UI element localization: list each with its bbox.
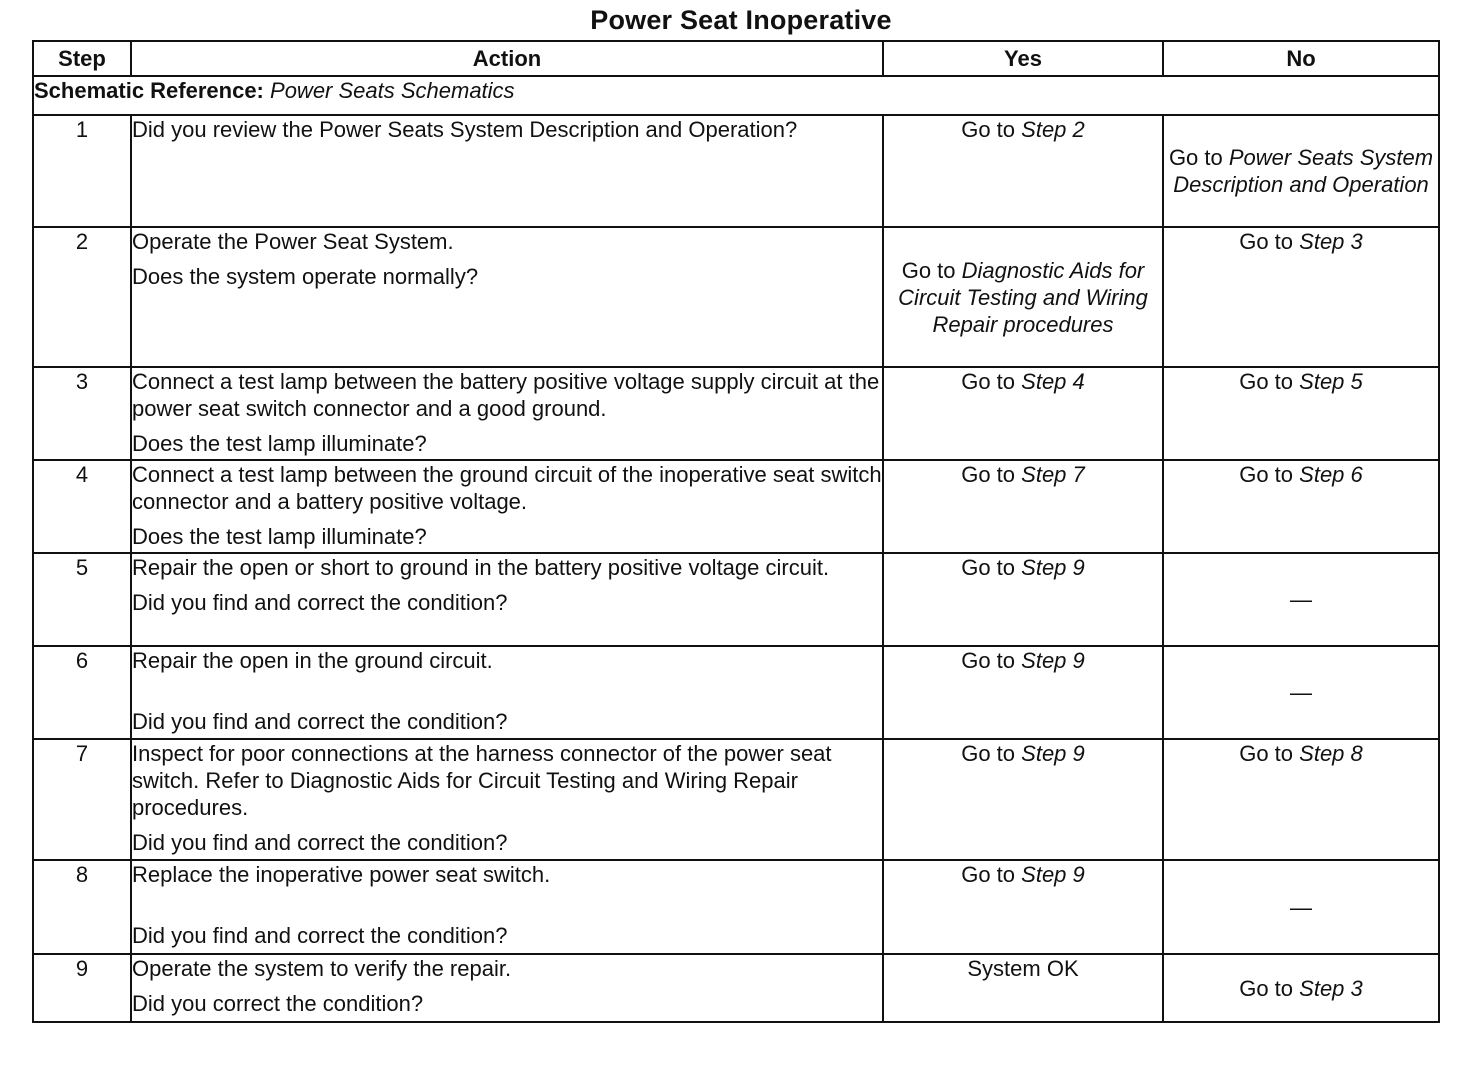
yes-result (883, 460, 1163, 553)
dash-mark: — (1290, 680, 1312, 705)
yes-result (883, 227, 1163, 367)
go-to-label: Go to (961, 462, 1016, 487)
diagnostic-table (32, 40, 1440, 1023)
action-question: Did you find and correct the condition? (132, 830, 508, 855)
step-reference-link[interactable]: Step 2 (1021, 117, 1085, 142)
no-result (1163, 367, 1439, 460)
action-question: Did you find and correct the condition? (132, 923, 508, 948)
step-number: 2 (33, 227, 131, 367)
go-to-label: Go to (1239, 462, 1294, 487)
go-to-label: Go to (961, 648, 1016, 673)
step-reference-link[interactable]: Step 4 (1021, 369, 1085, 394)
schematic-link: Power Seats Schematics (270, 78, 515, 103)
action-question: Does the system operate normally? (132, 264, 479, 289)
action-text: Connect a test lamp between the ground circuit of the inoperative seat switch connector and a battery positive voltage. (132, 462, 882, 514)
table-row (33, 646, 1439, 739)
no-result (1163, 646, 1439, 739)
step-reference-link[interactable]: Step 9 (1021, 648, 1085, 673)
yes-result (883, 739, 1163, 860)
no-result (1163, 860, 1439, 954)
action-cell (131, 860, 883, 954)
dash-mark: — (1290, 894, 1312, 920)
action-question: Did you find and correct the condition? (132, 709, 508, 734)
step-reference-link[interactable]: Step 9 (1021, 862, 1085, 887)
no-result (1163, 460, 1439, 553)
step-number: 9 (33, 954, 131, 1022)
step-reference-link[interactable]: Power Seats System Description and Operation (1173, 145, 1434, 197)
action-question: Did you find and correct the condition? (132, 590, 508, 615)
table-row (33, 954, 1439, 1022)
action-cell (131, 646, 883, 739)
no-result (1163, 954, 1439, 1022)
go-to-label: Go to (1168, 145, 1223, 170)
step-number: 6 (33, 646, 131, 739)
action-cell (131, 115, 883, 227)
action-cell (131, 367, 883, 460)
go-to-label: Go to (1239, 975, 1294, 1001)
no-result (1163, 553, 1439, 646)
step-reference-link[interactable]: Step 9 (1021, 555, 1085, 580)
schematic-reference (33, 76, 1439, 115)
action-text: Operate the Power Seat System. (132, 229, 454, 254)
action-question: Does the test lamp illuminate? (132, 524, 427, 549)
step-reference-link[interactable]: Step 7 (1021, 462, 1085, 487)
yes-result (883, 367, 1163, 460)
step-reference-link[interactable]: Step 3 (1299, 229, 1363, 254)
go-to-label: Go to (961, 555, 1016, 580)
go-to-label: Go to (961, 741, 1016, 766)
step-number: 3 (33, 367, 131, 460)
schematic-label: Schematic Reference: (34, 78, 264, 103)
no-result (1163, 227, 1439, 367)
step-number: 1 (33, 115, 131, 227)
no-result (1163, 739, 1439, 860)
header-step: Step (33, 41, 131, 76)
header-no: No (1163, 41, 1439, 76)
step-reference-link[interactable]: Step 5 (1299, 369, 1363, 394)
step-reference-link[interactable]: Step 6 (1299, 462, 1363, 487)
go-to-label: Go to (961, 117, 1016, 142)
result-text: System OK (967, 956, 1079, 981)
yes-result (883, 860, 1163, 954)
step-number: 7 (33, 739, 131, 860)
action-text: Inspect for poor connections at the harness connector of the power seat switch. Refer to Diagnostic Aids for Circuit Testing and Wiring Repair procedures. (132, 741, 832, 820)
go-to-label: Go to (1239, 229, 1294, 254)
step-number: 4 (33, 460, 131, 553)
action-cell (131, 460, 883, 553)
dash-mark: — (1290, 587, 1312, 612)
table-row (33, 367, 1439, 460)
action-text: Replace the inoperative power seat switch. (132, 862, 551, 887)
header-action: Action (131, 41, 883, 76)
yes-result (883, 954, 1163, 1022)
action-text: Repair the open or short to ground in the battery positive voltage circuit. (132, 555, 830, 580)
action-cell (131, 553, 883, 646)
table-row (33, 115, 1439, 227)
table-row (33, 460, 1439, 553)
go-to-label: Go to (1239, 369, 1294, 394)
go-to-label: Go to (961, 369, 1016, 394)
go-to-label: Go to (961, 862, 1016, 887)
header-yes: Yes (883, 41, 1163, 76)
step-reference-link[interactable]: Step 3 (1299, 975, 1363, 1001)
step-number: 5 (33, 553, 131, 646)
page-title: Power Seat Inoperative (590, 5, 892, 35)
yes-result (883, 553, 1163, 646)
go-to-label: Go to (901, 257, 956, 283)
table-row (33, 739, 1439, 860)
action-cell (131, 954, 883, 1022)
step-reference-link[interactable]: Diagnostic Aids for Circuit Testing and Wiring Repair procedures (898, 257, 1148, 337)
action-cell (131, 739, 883, 860)
yes-result (883, 115, 1163, 227)
header-row (33, 41, 1439, 76)
action-text: Did you review the Power Seats System Description and Operation? (132, 117, 798, 142)
schematic-reference-row (33, 76, 1439, 115)
action-text: Operate the system to verify the repair. (132, 956, 512, 981)
yes-result (883, 646, 1163, 739)
no-result (1163, 115, 1439, 227)
table-row (33, 553, 1439, 646)
action-text: Repair the open in the ground circuit. (132, 648, 493, 673)
table-row (33, 227, 1439, 367)
step-number: 8 (33, 860, 131, 954)
action-question: Does the test lamp illuminate? (132, 431, 427, 456)
step-reference-link[interactable]: Step 8 (1299, 741, 1363, 766)
step-reference-link[interactable]: Step 9 (1021, 741, 1085, 766)
action-question: Did you correct the condition? (132, 991, 424, 1016)
table-row (33, 860, 1439, 954)
action-cell (131, 227, 883, 367)
action-text: Connect a test lamp between the battery positive voltage supply circuit at the power seat switch connector and a good ground. (132, 369, 880, 421)
go-to-label: Go to (1239, 741, 1294, 766)
